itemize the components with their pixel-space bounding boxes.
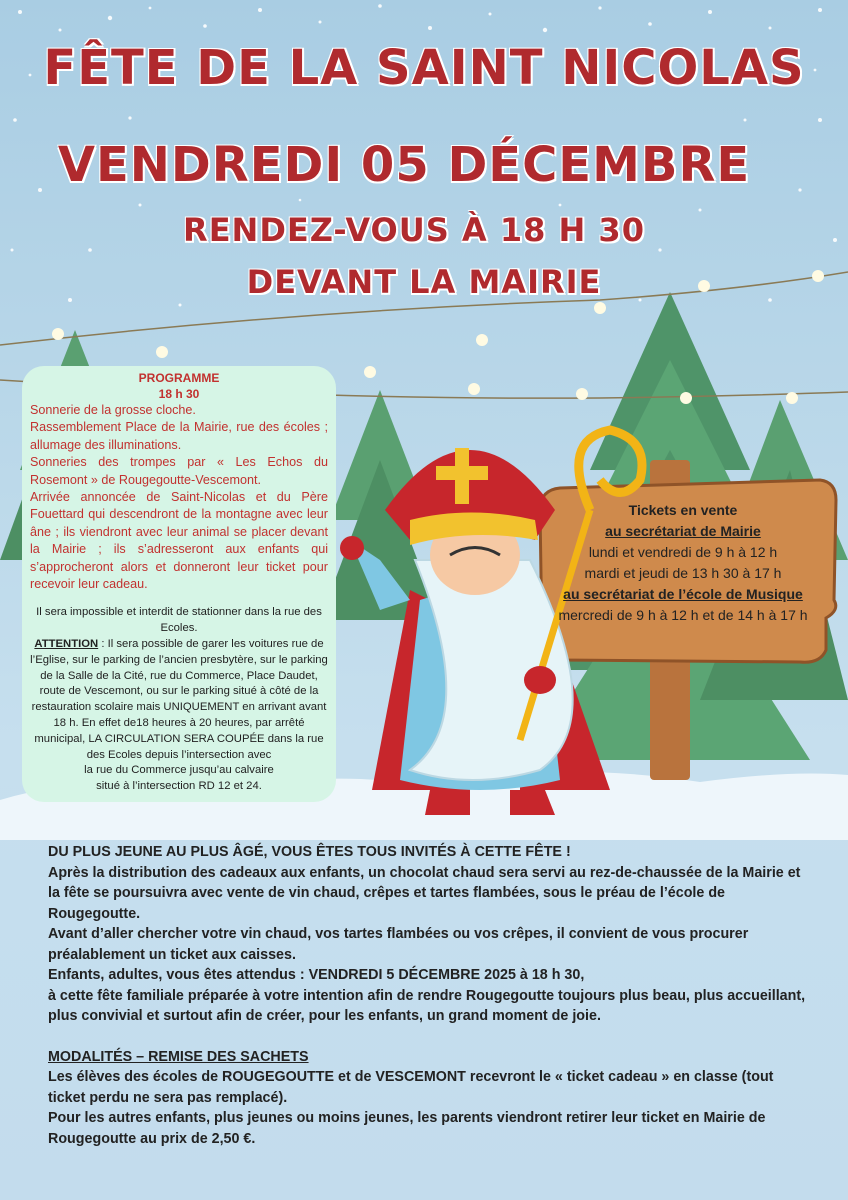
attention-text: : Il sera possible de garer les voitures rue de l’Eglise, sur le parking de l’ancien presbytère, sur le parking de la Salle de la Cité, rue du Commerce, Place Daudet, route de Vescemont, ou sur le parking situé à côté de la restauration scolaire mais UNIQUEMENT en arrivant avant 18 h. En effet de18 heures à 20 heures, par arrêté municipal, LA CIRCULATION SERA COUPÉE dans la rue des Ecoles depuis l’intersection avec (30, 638, 328, 761)
attention-label: ATTENTION (34, 638, 99, 651)
mairie-label: au secrétariat de Mairie (605, 523, 761, 539)
paragraph: Pour les autres enfants, plus jeunes ou moins jeunes, les parents viendront retirer leur ticket en Mairie de Rougegoutte au prix de 2,50 €. (48, 1110, 766, 1147)
program-time: 18 h 30 (158, 387, 200, 401)
meeting-place: DEVANT LA MAIRIE (246, 263, 602, 301)
paragraph: Après la distribution des cadeaux aux enfants, un chocolat chaud sera servi au rez-de-chaussée de la Mairie et la fête se poursuivra avec vente de vin chaud, crêpes et tartes flambées, sous le préau de l’école de Rougegoutte. (48, 864, 801, 922)
paragraph: Enfants, adultes, vous êtes attendus : VENDREDI 5 DÉCEMBRE 2025 à 18 h 30, (48, 967, 585, 983)
attention-line: situé à l’intersection RD 12 et 24. (96, 780, 262, 793)
parking-info (30, 605, 328, 795)
event-date: VENDREDI 05 DÉCEMBRE (57, 137, 751, 193)
program-item: Sonneries des trompes par « Les Echos du Rosemont » de Rougegoutte-Vescemont. (30, 455, 328, 487)
music-school-hours: mercredi de 9 h à 12 h et de 14 h à 17 h (558, 607, 808, 623)
program-heading: PROGRAMME (138, 371, 220, 385)
attention-notice (30, 637, 328, 763)
parking-notice: Il sera impossible et interdit de stationner dans la rue des Ecoles. (36, 606, 322, 635)
program-panel (22, 366, 336, 802)
program-item: Arrivée annoncée de Saint-Nicolas et du Père Fouettard qui descendront de la montagne avec leur âne ; ils viendront avec leur animal se placer devant la Mairie ; ils s’adresseront aux enfants qui s’approcheront alors et donneront leur ticket pour recevoir leur cadeau. (30, 490, 328, 592)
modalites-heading: MODALITÉS – REMISE DES SACHETS (48, 1048, 309, 1065)
meeting-time: RENDEZ-VOUS À 18 H 30 (183, 211, 645, 249)
paragraph: Avant d’aller chercher votre vin chaud, vos tartes flambées ou vos crêpes, il convient de vous procurer préalablement un ticket aux caisses. (48, 926, 749, 963)
attention-line: la rue du Commerce jusqu’au calvaire (84, 764, 274, 777)
tickets-info (520, 500, 846, 626)
program-item: Sonnerie de la grosse cloche. (30, 403, 196, 417)
event-title: FÊTE DE LA SAINT NICOLAS (43, 40, 805, 96)
music-school-label: au secrétariat de l’école de Musique (563, 586, 803, 602)
tickets-title: Tickets en vente (628, 502, 738, 518)
paragraph: à cette fête familiale préparée à votre intention afin de rendre Rougegoutte toujours plus beau, plus accueillant, plus convivial et surtout afin de créer, pour les enfants, un grand moment de joie. (48, 987, 806, 1024)
main-text (48, 842, 810, 1149)
mairie-hours: mardi et jeudi de 13 h 30 à 17 h (584, 565, 782, 581)
mairie-hours: lundi et vendredi de 9 h à 12 h (588, 544, 778, 560)
paragraph: Les élèves des écoles de ROUGEGOUTTE et de VESCEMONT recevront le « ticket cadeau » en classe (tout ticket perdu ne sera pas remplacé). (48, 1069, 774, 1106)
invitation-line: DU PLUS JEUNE AU PLUS ÂGÉ, VOUS ÊTES TOUS INVITÉS À CETTE FÊTE ! (48, 844, 571, 860)
program-items (30, 402, 328, 593)
program-item: Rassemblement Place de la Mairie, rue des écoles ; allumage des illuminations. (30, 420, 328, 452)
